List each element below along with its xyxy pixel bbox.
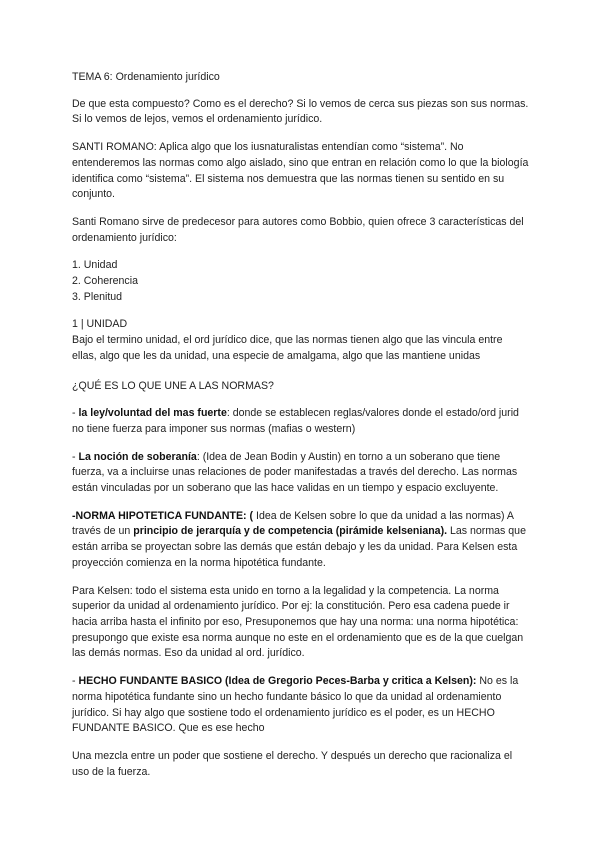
item-text: Las normas que están arriba se proyectan sobre las demás que están debajo y les da unidad. Para Kelsen esta proyección comienza en la norma hipotética fundante. [72, 525, 526, 569]
bobbio-paragraph: Santi Romano sirve de predecesor para autores como Bobbio, quien ofrece 3 características del ordenamiento jurídico: [72, 215, 524, 244]
question-heading: ¿QUÉ ES LO QUE UNE A LAS NORMAS? [72, 379, 274, 392]
item-soberania [72, 450, 530, 497]
final-paragraph: Una mezcla entre un poder que sostiene el derecho. Y después un derecho que racionaliza el uso de la fuerza. [72, 749, 513, 778]
item-text: Idea de Kelsen sobre lo que da unidad a las normas) A través de un [72, 509, 514, 538]
kelsen-paragraph: Para Kelsen: todo el sistema esta unido en torno a la legalidad y la competencia. La norma superior da unidad al ordenamiento jurídico. Por ej: la constitución. Pero esa cadena puede ir hacia arriba hasta el infinito por eso, Presuponemos que hay una norma: una norma hipotética: presupongo que existe esa norma aunque no este en el ordenamiento que es de la que cuelgan las demás normas. Eso da unidad al ord. jurídico. [72, 584, 524, 660]
intro-paragraph: De que esta compuesto? Como es el derecho? Si lo vemos de cerca sus piezas son sus normas. Si lo vemos de lejos, vemos el ordenamiento jurídico. [72, 97, 529, 126]
item-bold-text: -NORMA HIPOTETICA FUNDANTE: ( [72, 509, 254, 522]
item-norma-hipotetica [72, 509, 530, 572]
list-item: 1. Unidad [72, 259, 118, 272]
unidad-heading: 1 | UNIDAD [72, 318, 128, 331]
item-hecho-fundante [72, 674, 530, 737]
characteristics-list [72, 258, 530, 305]
list-item: 3. Plenitud [72, 290, 123, 303]
item-text: : (Idea de Jean Bodin y Austin) en torno a un soberano que tiene fuerza, va a incluirse unas relaciones de poder manifestadas a través del derecho. Las normas están vinculadas por un soberano que las hace validas en un tiempo y espacio excluyente. [72, 450, 518, 495]
unidad-paragraph: Bajo el termino unidad, el ord jurídico dice, que las normas tienen algo que las vincula entre ellas, algo que les da unidad, una especie de amalgama, algo que las mantiene unidas [72, 334, 503, 362]
item-bold-text: la ley/voluntad del mas fuerte [78, 407, 227, 420]
santi-romano-paragraph: SANTI ROMANO: Aplica algo que los iusnaturalistas entendían como “sistema”. No entenderemos las normas como algo aislado, sino que entran en relación como lo que la biología identifica como “sistema”. El sistema nos demuestra que las normas tienen su sentido en su conjunto. [72, 141, 529, 201]
item-text: No es la norma hipotética fundante sino un hecho fundante básico lo que da unidad al ordenamiento jurídico. Si hay algo que sostiene todo el ordenamiento jurídico es el poder, es un HECHO FUNDANTE BASICO. Que es ese hecho [72, 675, 519, 735]
item-bold-text: HECHO FUNDANTE BASICO (Idea de Gregorio Peces-Barba y critica a Kelsen): [78, 675, 477, 688]
item-prefix: - [72, 675, 79, 688]
item-bold-text: La noción de soberanía [78, 450, 197, 463]
item-prefix: - [72, 450, 79, 463]
list-item: 2. Coherencia [72, 275, 138, 288]
document-title: TEMA 6: Ordenamiento jurídico [72, 71, 220, 83]
item-ley-mas-fuerte [72, 406, 530, 437]
item-text: : donde se establecen reglas/valores donde el estado/ord jurid no tiene fuerza para imponer sus normas (mafias o western) [72, 407, 519, 435]
item-bold-text: principio de jerarquía y de competencia (pirámide kelseniana). [133, 525, 448, 538]
item-prefix: - [72, 407, 79, 420]
